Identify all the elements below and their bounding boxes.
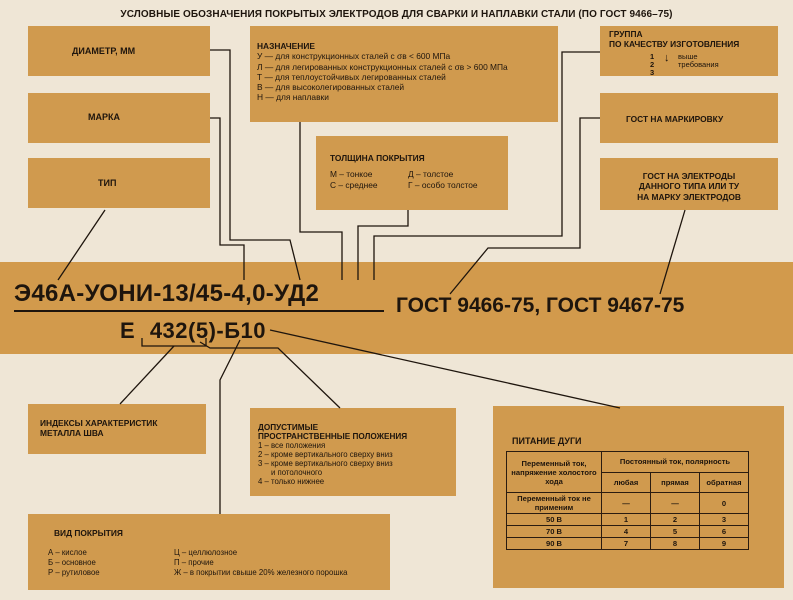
table-row <box>507 493 749 514</box>
table-row <box>507 538 749 550</box>
position-3-cont: и потолочного <box>258 467 323 477</box>
indexes-line-1: ИНДЕКСЫ ХАРАКТЕРИСТИК <box>40 418 158 428</box>
purpose-box <box>250 26 558 122</box>
power-any: 7 <box>602 538 651 550</box>
brand-connector <box>210 118 244 280</box>
power-mode: 70 В <box>507 526 602 538</box>
positions-heading: ДОПУСТИМЫЕ <box>258 423 319 432</box>
coating-iron: Ж – в покрытии свыше 20% железного порошка <box>174 568 348 578</box>
power-sub-any: любая <box>602 472 651 493</box>
designation-coating: -Б10 <box>216 318 267 343</box>
type-label: ТИП <box>98 178 117 188</box>
power-mode: 50 В <box>507 514 602 526</box>
group-heading: ГРУППА <box>609 29 643 39</box>
power-reverse: 9 <box>700 538 749 550</box>
purpose-line-t: Т — для теплоустойчивых легированных сталей <box>257 71 446 82</box>
purpose-line-v: В — для высоколегированных сталей <box>257 82 405 92</box>
coating-box <box>28 514 390 590</box>
designation-e: Е <box>120 318 136 343</box>
thickness-thick: Д – толстое <box>408 169 454 180</box>
power-mode: 90 В <box>507 538 602 550</box>
power-any: — <box>602 493 651 514</box>
group-note-requirements: требования <box>678 60 719 70</box>
coating-connector <box>220 340 240 514</box>
coating-heading: ВИД ПОКРЫТИЯ <box>54 528 123 538</box>
power-supply-table <box>506 451 749 550</box>
designation-index: 43 <box>149 318 176 343</box>
power-mode: Переменный ток не применим <box>507 493 602 514</box>
position-1: 1 – все положения <box>258 440 326 450</box>
electrode-type-designation <box>120 318 266 344</box>
gost-type-line-2: ДАННОГО ТИПА ИЛИ ТУ <box>638 181 740 192</box>
power-direct: 8 <box>651 538 700 550</box>
power-direct: 2 <box>651 514 700 526</box>
power-reverse: 3 <box>700 514 749 526</box>
power-any: 1 <box>602 514 651 526</box>
purpose-line-n: Н — для наплавки <box>257 92 329 103</box>
diameter-label: ДИАМЕТР, ММ <box>72 46 136 56</box>
electrode-designation: Э46А-УОНИ-13/45-4,0-УД2 <box>14 280 320 307</box>
brand-label: МАРКА <box>88 112 120 122</box>
gost-standards: ГОСТ 9466-75, ГОСТ 9467-75 <box>396 294 685 317</box>
power-col-dc: Постоянный ток, полярность <box>602 452 749 473</box>
page-title: УСЛОВНЫЕ ОБОЗНАЧЕНИЯ ПОКРЫТЫХ ЭЛЕКТРОДОВ ДЛЯ СВАРКИ И НАПЛАВКИ СТАЛИ (ПО ГОСТ 9466–75) <box>120 9 673 20</box>
indexes-line-2: МЕТАЛЛА ШВА <box>40 428 104 439</box>
power-supply-title: ПИТАНИЕ ДУГИ <box>512 436 582 446</box>
type-box <box>28 158 210 208</box>
group-digit-3: 3 <box>650 67 655 77</box>
purpose-line-l: Л — для легированных конструкционных сталей с σв > 600 МПа <box>257 61 508 72</box>
thickness-box <box>316 136 508 210</box>
table-row <box>507 514 749 526</box>
position-4: 4 – только нижнее <box>258 476 325 486</box>
arrow-down-icon: ↓ <box>664 52 670 64</box>
thickness-extra-thick: Г – особо толстое <box>408 179 478 190</box>
gost-type-box <box>600 158 778 210</box>
group-subheading: ПО КАЧЕСТВУ ИЗГОТОВЛЕНИЯ <box>609 39 740 50</box>
positions-subheading: ПРОСТРАНСТВЕННЫЕ ПОЛОЖЕНИЯ <box>258 432 408 442</box>
table-row <box>507 526 749 538</box>
gost-marking-label: ГОСТ НА МАРКИРОВКУ <box>626 114 724 124</box>
gost-marking-box <box>600 93 778 143</box>
positions-box <box>250 408 456 496</box>
coating-other: П – прочие <box>174 558 214 568</box>
position-2: 2 – кроме вертикального сверху вниз <box>258 449 393 459</box>
power-any: 4 <box>602 526 651 538</box>
designation-position: 2(5) <box>175 318 217 343</box>
coating-acid: А – кислое <box>48 548 87 557</box>
purpose-line-u: У — для конструкционных сталей с σв < 600 МПа <box>257 51 451 62</box>
brand-box <box>28 93 210 143</box>
power-sub-reverse: обратная <box>700 472 749 493</box>
designation-underline <box>14 310 384 312</box>
power-reverse: 0 <box>700 493 749 514</box>
thickness-thin: М – тонкое <box>330 169 373 180</box>
power-sub-direct: прямая <box>651 472 700 493</box>
power-direct: — <box>651 493 700 514</box>
power-direct: 5 <box>651 526 700 538</box>
group-digit-1: 1 <box>650 52 655 61</box>
purpose-heading: НАЗНАЧЕНИЕ <box>257 41 315 51</box>
coating-cellulose: Ц – целлюлозное <box>174 548 238 557</box>
group-box <box>600 26 778 76</box>
group-note-higher: выше <box>678 52 698 61</box>
thickness-medium: С – среднее <box>330 179 378 190</box>
thickness-heading: ТОЛЩИНА ПОКРЫТИЯ <box>330 153 425 163</box>
coating-basic: Б – основное <box>48 558 96 568</box>
gost-type-line-1: ГОСТ НА ЭЛЕКТРОДЫ <box>642 171 736 181</box>
power-reverse: 6 <box>700 526 749 538</box>
power-col-ac: Переменный ток, напряжение холостого хода <box>507 452 602 493</box>
diameter-box <box>28 26 210 76</box>
position-3: 3 – кроме вертикального сверху вниз <box>258 458 393 468</box>
indexes-box <box>28 404 206 454</box>
coating-rutile: Р – рутиловое <box>48 568 100 578</box>
group-digit-2: 2 <box>650 59 655 69</box>
indexes-connector <box>120 346 174 404</box>
gost-type-line-3: НА МАРКУ ЭЛЕКТРОДОВ <box>637 191 741 202</box>
